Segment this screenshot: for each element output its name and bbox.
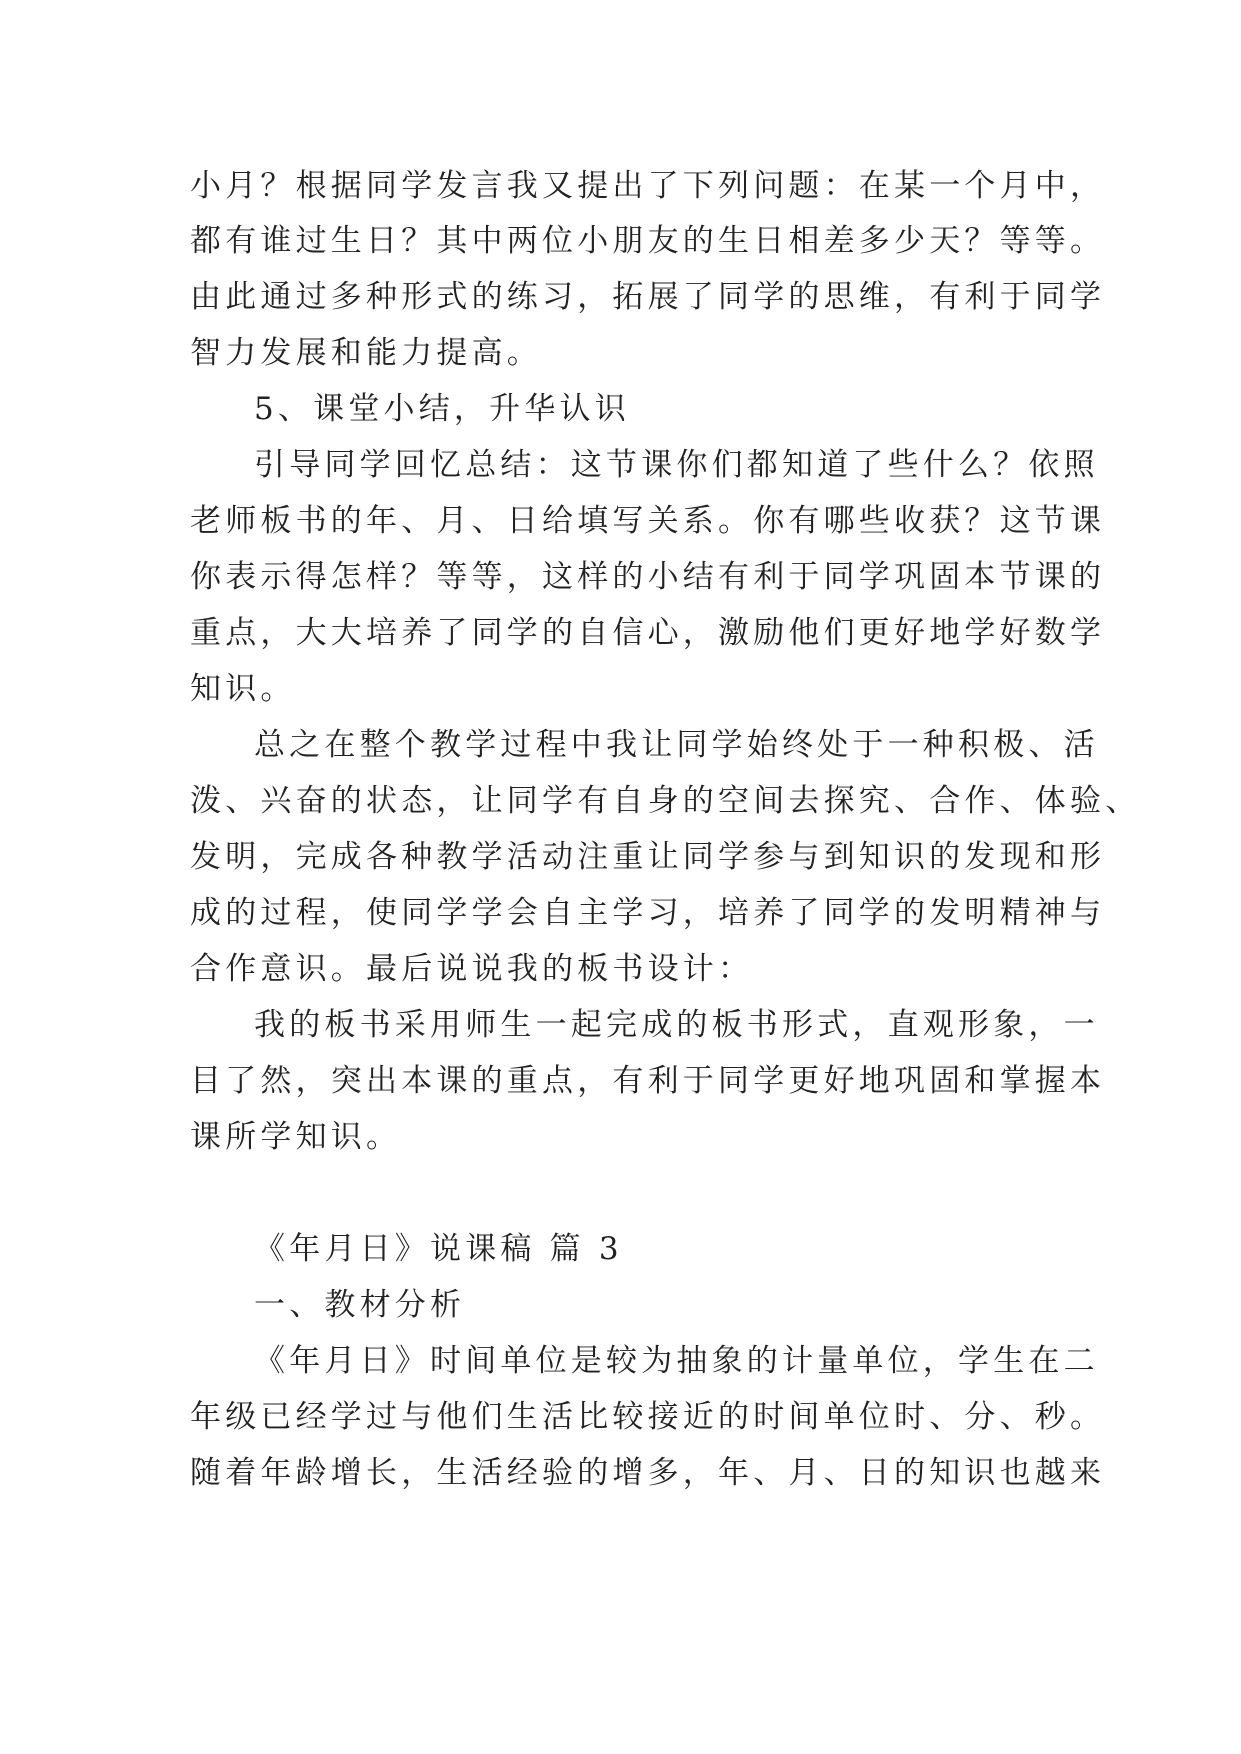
text-line: 《年月日》时间单位是较为抽象的计量单位，学生在二 (254, 1343, 1099, 1379)
text-line: 总之在整个教学过程中我让同学始终处于一种积极、活 (254, 727, 1099, 763)
text-line: 年级已经学过与他们生活比较接近的时间单位时、分、秒。 (190, 1399, 1106, 1435)
text-line: 老师板书的年、月、日给填写关系。你有哪些收获？这节课 (190, 503, 1106, 539)
text-line: 重点，大大培养了同学的自信心，激励他们更好地学好数学 (190, 615, 1106, 651)
section-heading: 5、课堂小结，升华认识 (254, 391, 630, 427)
text-line: 引导同学回忆总结：这节课你们都知道了些什么？依照 (254, 447, 1099, 483)
section-heading: 一、教材分析 (254, 1287, 466, 1323)
text-line: 我的板书采用师生一起完成的板书形式，直观形象，一 (254, 1007, 1099, 1043)
text-line: 目了然，突出本课的重点，有利于同学更好地巩固和掌握本 (190, 1063, 1106, 1099)
text-line: 由此通过多种形式的练习，拓展了同学的思维，有利于同学 (190, 279, 1106, 315)
text-line: 小月？根据同学发言我又提出了下列问题：在某一个月中， (190, 168, 1106, 204)
text-line: 你表示得怎样？等等，这样的小结有利于同学巩固本节课的 (190, 559, 1106, 595)
text-line: 智力发展和能力提高。 (190, 335, 542, 371)
text-line: 发明，完成各种教学活动注重让同学参与到知识的发现和形 (190, 839, 1106, 875)
text-line: 泼、兴奋的状态，让同学有自身的空间去探究、合作、体验、 (190, 783, 1141, 819)
document-title: 《年月日》说课稿 篇 3 (254, 1231, 623, 1267)
text-line: 成的过程，使同学学会自主学习，培养了同学的发明精神与 (190, 895, 1106, 931)
text-line: 随着年龄增长，生活经验的增多，年、月、日的知识也越来 (190, 1455, 1106, 1491)
text-line: 课所学知识。 (190, 1119, 402, 1155)
text-line: 合作意识。最后说说我的板书设计： (190, 951, 754, 987)
text-line: 都有谁过生日？其中两位小朋友的生日相差多少天？等等。 (190, 223, 1106, 259)
text-line: 知识。 (190, 671, 296, 707)
